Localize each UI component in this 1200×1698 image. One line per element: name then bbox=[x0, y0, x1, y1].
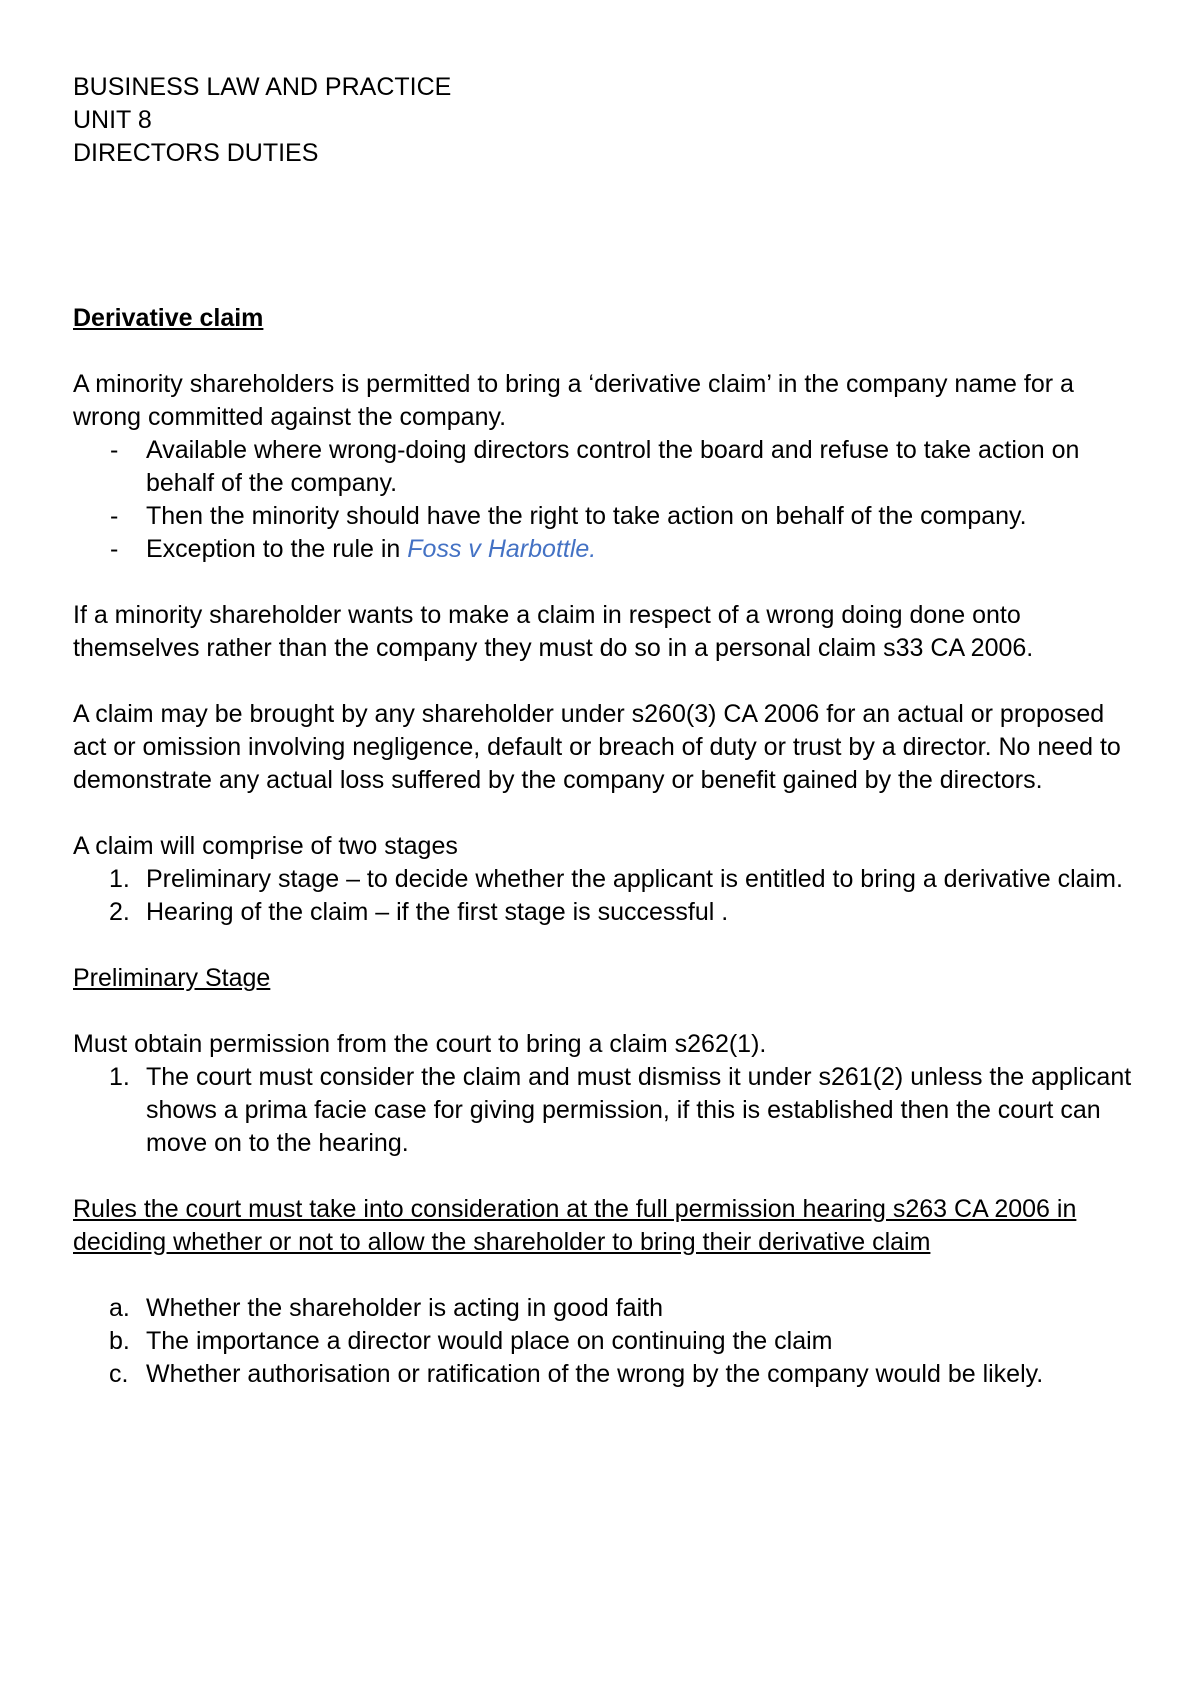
list-item-text: Whether authorisation or ratification of the wrong by the company would be likely. bbox=[146, 1360, 1044, 1388]
stages-list bbox=[73, 863, 1143, 929]
spacer bbox=[73, 566, 1143, 599]
preliminary-stage-heading: Preliminary Stage bbox=[73, 964, 271, 992]
document-page bbox=[73, 71, 1143, 1391]
list-item bbox=[73, 533, 1143, 566]
derivative-claim-heading: Derivative claim bbox=[73, 304, 264, 332]
spacer bbox=[73, 797, 1143, 830]
rules-list bbox=[73, 1292, 1143, 1391]
case-reference: Foss v Harbottle. bbox=[407, 535, 597, 563]
list-item-text: Then the minority should have the right to take action on behalf of the company. bbox=[146, 502, 1027, 530]
list-item bbox=[73, 434, 1143, 500]
spacer bbox=[73, 665, 1143, 698]
list-marker: a. bbox=[109, 1294, 130, 1322]
unit-title: DIRECTORS DUTIES bbox=[73, 139, 319, 167]
list-item-text: Exception to the rule in bbox=[146, 535, 408, 563]
rules-heading: Rules the court must take into consideration at the full permission hearing s263 CA 2006 in deciding whether or not to allow the shareholder to bring their derivative claim bbox=[73, 1195, 1077, 1256]
list-marker: 1. bbox=[109, 865, 130, 893]
list-marker: c. bbox=[109, 1360, 129, 1388]
preliminary-intro: Must obtain permission from the court to bring a claim s262(1). bbox=[73, 1030, 767, 1058]
list-item bbox=[73, 1292, 1143, 1325]
dash-bullet: - bbox=[110, 436, 119, 464]
list-item-text: Hearing of the claim – if the first stage is successful . bbox=[146, 898, 729, 926]
preliminary-list bbox=[73, 1061, 1143, 1160]
list-item bbox=[73, 1061, 1143, 1160]
list-item bbox=[73, 896, 1143, 929]
dash-bullet: - bbox=[110, 502, 119, 530]
list-item bbox=[73, 1358, 1143, 1391]
list-item-text: Whether the shareholder is acting in good faith bbox=[146, 1294, 663, 1322]
list-marker: b. bbox=[109, 1327, 130, 1355]
list-item-text: The court must consider the claim and must dismiss it under s261(2) unless the applicant shows a prima facie case for giving permission, if this is established then the court can move on to the hearing. bbox=[146, 1063, 1132, 1157]
spacer bbox=[73, 995, 1143, 1028]
course-title: BUSINESS LAW AND PRACTICE bbox=[73, 73, 452, 101]
spacer bbox=[73, 335, 1143, 368]
list-item bbox=[73, 1325, 1143, 1358]
spacer bbox=[73, 1160, 1143, 1193]
list-marker: 2. bbox=[109, 898, 130, 926]
any-shareholder-paragraph: A claim may be brought by any shareholder under s260(3) CA 2006 for an actual or proposed act or omission involving negligence, default or breach of duty or trust by a director. No need to demonstrate any actual loss suffered by the company or benefit gained by the directors. bbox=[73, 700, 1121, 794]
derivative-claim-bullets bbox=[73, 434, 1143, 566]
list-marker: 1. bbox=[109, 1063, 130, 1091]
dash-bullet: - bbox=[110, 535, 119, 563]
unit-number: UNIT 8 bbox=[73, 106, 152, 134]
list-item bbox=[73, 500, 1143, 533]
derivative-claim-intro: A minority shareholders is permitted to bring a ‘derivative claim’ in the company name for a wrong committed against the company. bbox=[73, 370, 1074, 431]
list-item-text: The importance a director would place on continuing the claim bbox=[146, 1327, 833, 1355]
spacer bbox=[73, 170, 1143, 302]
list-item-text: Preliminary stage – to decide whether the applicant is entitled to bring a derivative claim. bbox=[146, 865, 1123, 893]
list-item bbox=[73, 863, 1143, 896]
spacer bbox=[73, 1259, 1143, 1292]
personal-claim-paragraph: If a minority shareholder wants to make a claim in respect of a wrong doing done onto themselves rather than the company they must do so in a personal claim s33 CA 2006. bbox=[73, 601, 1034, 662]
spacer bbox=[73, 929, 1143, 962]
stages-intro: A claim will comprise of two stages bbox=[73, 832, 458, 860]
list-item-text: Available where wrong-doing directors control the board and refuse to take action on behalf of the company. bbox=[146, 436, 1080, 497]
